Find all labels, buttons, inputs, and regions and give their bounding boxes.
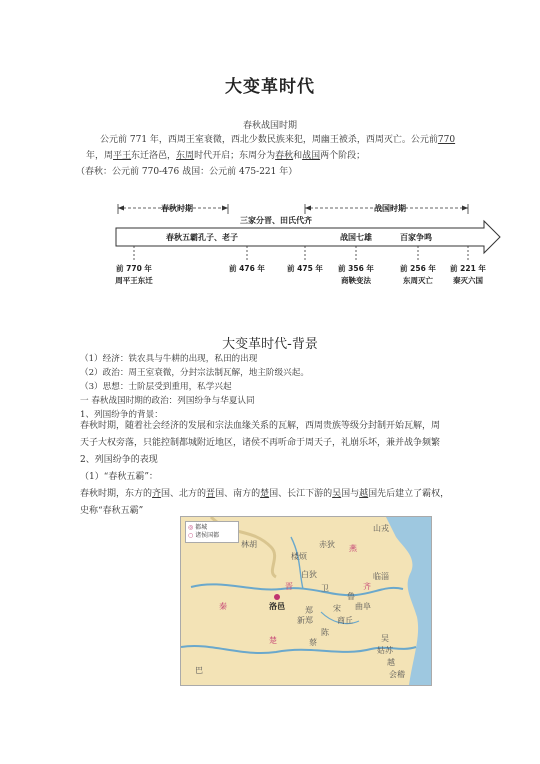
paragraph-line: 天子大权旁落，只能控制都城附近地区，诸侯不再听命于周天子，礼崩乐坏，兼并战争频繁	[80, 438, 441, 448]
section-title: 大变革时代-背景	[222, 337, 318, 352]
spring-autumn-map	[180, 516, 432, 686]
intro-underline: 春秋	[275, 151, 294, 161]
state-name: 齐	[152, 489, 162, 499]
background-item: （2）政治：周王室衰微，分封宗法制瓦解，地主阶级兴起。	[80, 368, 309, 378]
arrow-event-2: 孔子、老子	[198, 233, 238, 242]
map-label: 陈	[321, 628, 329, 637]
text: 春秋时期，东方的	[80, 489, 153, 499]
intro-text: 两个阶段；	[320, 151, 366, 161]
arrow-event-4: 百家争鸣	[400, 233, 432, 242]
tick-label: 前 475 年	[287, 264, 323, 273]
body-text	[80, 418, 470, 520]
map-label: 鲁	[347, 592, 355, 601]
map-label: 赤狄	[319, 540, 335, 549]
timeline-diagram	[0, 190, 540, 300]
state-name: 晋	[206, 489, 216, 499]
map-label: 卫	[321, 584, 329, 593]
text: 国先后建立了霸权，	[368, 489, 450, 499]
tick-label: 前 256 年	[400, 264, 436, 273]
map-label: 临淄	[373, 572, 389, 581]
map-capital-label: 洛邑	[269, 602, 285, 611]
map-label: 越	[387, 658, 395, 667]
state-name: 楚	[260, 489, 270, 499]
text: 国与	[341, 489, 360, 499]
intro-text: 东迁洛邑，	[131, 151, 177, 161]
tick-sub: 商鞅变法	[341, 276, 371, 285]
arrowhead-right	[222, 206, 228, 211]
map-state: 晋	[285, 582, 293, 591]
text: 国、长江下游的	[269, 489, 333, 499]
map-label: 蔡	[309, 638, 317, 647]
background-item: （3）思想：士阶层受到重用，私学兴起	[80, 382, 232, 392]
period1-label: 春秋时期	[161, 204, 193, 213]
paragraph-line: 史称“春秋五霸”	[80, 506, 144, 516]
capital-marker	[274, 594, 280, 600]
tick-sub: 秦灭六国	[453, 276, 483, 285]
map-label: 楼烦	[291, 552, 307, 561]
map-label: 林胡	[241, 540, 257, 549]
page-title: 大变革时代	[225, 77, 315, 97]
paragraph-line: 春秋时期，随着社会经济的发展和宗法血缘关系的瓦解，西周贵族等级分封制开始瓦解，周	[80, 421, 441, 431]
mid-event: 三家分晋、田氏代齐	[240, 216, 312, 225]
intro-text: 和	[293, 151, 303, 161]
paragraph-line	[80, 486, 470, 503]
map-label: 山戎	[373, 524, 389, 533]
map-label: 姑苏	[377, 646, 393, 655]
legend-label: 都城	[195, 524, 208, 531]
intro-line1: 公元前 771 年，西周王室衰微，西北少数民族来犯，周幽王被杀，西周灭亡。公元前	[100, 135, 438, 145]
heading: 1、列国纷争的背景：	[80, 410, 163, 420]
arrowhead-left	[305, 206, 311, 211]
legend-item: ◎ 都城	[188, 524, 208, 531]
heading: 2、列国纷争的表现	[80, 455, 158, 465]
intro-year: 770	[437, 135, 456, 145]
tick-label: 前 356 年	[338, 264, 374, 273]
map-label: 吴	[381, 634, 389, 643]
legend-item: ○ 诸侯国都	[188, 532, 220, 539]
map-label: 巴	[195, 666, 203, 675]
map-label: 郑	[305, 606, 313, 615]
map-label: 白狄	[301, 570, 317, 579]
intro-underline: 平王	[113, 151, 132, 161]
heading: （1）“春秋五霸”：	[80, 472, 158, 482]
map-state: 秦	[219, 602, 227, 611]
map-label: 新郑	[297, 616, 313, 625]
tick-group	[115, 246, 486, 285]
tick-label: 前 770 年	[116, 264, 152, 273]
period2-label: 战国时期	[374, 204, 406, 213]
intro-text: 时代开启；东周分为	[194, 151, 276, 161]
background-list	[80, 352, 470, 422]
tick-label: 前 221 年	[450, 264, 486, 273]
map-label: 宋	[333, 604, 341, 613]
background-item: （1）经济：铁农具与牛耕的出现，私田的出现	[80, 354, 258, 364]
map-label: 商丘	[337, 616, 353, 625]
map-state: 齐	[363, 582, 371, 591]
intro-underline: 东周	[176, 151, 195, 161]
intro-periods: （春秋：公元前 770-476 战国：公元前 475-221 年）	[76, 167, 298, 177]
arrow-event-3: 战国七雄	[340, 233, 372, 242]
state-name: 吴	[332, 489, 342, 499]
tick-sub: 东周灭亡	[403, 276, 433, 285]
map-label: 会稽	[389, 670, 405, 679]
map-legend	[185, 521, 239, 543]
map-label: 曲阜	[355, 602, 371, 611]
intro-text: 年，周	[86, 151, 114, 161]
map-state: 楚	[269, 636, 277, 645]
tick-sub: 周平王东迁	[115, 276, 153, 285]
page-subtitle: 春秋战国时期	[242, 121, 297, 131]
tick-label: 前 476 年	[229, 264, 265, 273]
legend-label: 诸侯国都	[195, 532, 220, 539]
text: 国、北方的	[161, 489, 207, 499]
arrow-event-1: 春秋五霸	[166, 233, 198, 242]
map-state: 燕	[349, 544, 357, 553]
heading: 一 春秋战国时期的政治：列国纷争与华夏认同	[80, 396, 255, 406]
intro-underline: 战国	[302, 151, 321, 161]
text: 国、南方的	[215, 489, 261, 499]
arrowhead-left	[118, 206, 124, 211]
intro-paragraph	[76, 132, 466, 180]
arrowhead-right	[462, 206, 468, 211]
state-name: 越	[359, 489, 369, 499]
